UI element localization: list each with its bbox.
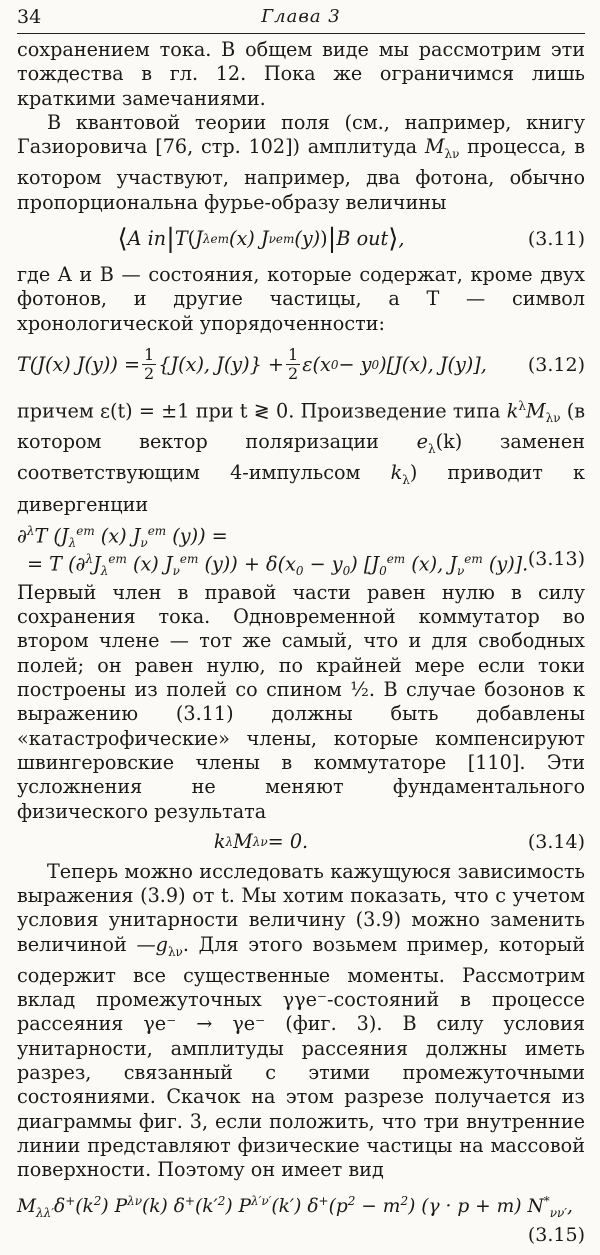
- paragraph-6: Теперь можно исследовать кажущуюся зависимость выражения (3.9) от t. Мы хотим показать, что с учетом условия унитарности величину (3.9) можно заменить величиной $—g_{\lambda\nu}$. Для этого возьмем пример, который содержит все существенные моменты. Рассмотрим вклад промежуточных γγe⁻-состояний в процессе рассеяния γe⁻ → γe⁻ (фиг. 3). В силу условия унитарности, амплитуды рассеяния должны иметь разрез, связанный с этими промежуточными состояниями. Скачок на этом разрезе получается из диаграммы фиг. 3, если положить, что три внутренние линии представляют физические частицы на массовой поверхности. Поэтому он имеет вид: [17, 859, 585, 1182]
- equation-3-11-number: (3.11): [527, 227, 585, 250]
- page-header: [17, 6, 585, 32]
- equation-3-15: [17, 1183, 585, 1255]
- equation-3-12-number: (3.12): [527, 353, 585, 376]
- paragraph-4: причем ε(t) = ±1 при t ≷ 0. Произведение типа $k^\lambda M_{\lambda\nu}$ (в котором вектор поляризации $e_\lambda(k)$ заменен соответствующим 4-импульсом $k_\lambda$) приводит к дивергенции: [17, 398, 586, 516]
- paragraph-5: Первый член в правой части равен нулю в силу сохранения тока. Одновременной коммутатор во втором члене — тот же самый, что и для свободных полей; он равен нулю, по крайней мере если токи построены из полей со спином ½. В случае бозонов к выражению (3.11) должны быть добавлены «катастрофические» члены, которые компенсируют швингеровские члены в коммутаторе [110]. Эти усложнения не меняют фундаментального физического результата: [17, 580, 585, 823]
- equation-3-11: [17, 215, 585, 263]
- paragraph-2: В квантовой теории поля (см., например, книгу Газиоровича [76, стр. 102]) амплитуда $M_{\lambda\nu}$ процесса, в котором участвуют, например, два фотона, обычно пропорциональна фурье-образу величины: [17, 110, 585, 214]
- equation-3-12-formula: T(J(x) J(y)) = $\frac{1}{2}$ {J(x), J(y)} + $\frac{1}{2}$ ε(x 0 − y 0 )[J(x), J(y)],: [17, 345, 487, 384]
- equation-3-12: [17, 336, 585, 394]
- page-number: 34: [17, 6, 42, 28]
- equation-3-11-formula: ⟨ A in | T ( J λ em (x) J ν em (y) ) | B out ⟩ ,: [117, 223, 405, 254]
- equation-3-15-number: (3.15): [527, 1223, 585, 1246]
- equation-3-13-line-2: = T ($\partial^\lambda J_\lambda^{em}$ (x) $J_\nu^{em}$ $(y)) + \delta(x_0 - y_0)$ [$J_0^{em}$ (x), $J_\nu^{em}$ (y)].: [27, 551, 529, 579]
- equation-3-14-number: (3.14): [527, 830, 585, 853]
- paragraph-1: сохранением тока. В общем виде мы рассмотрим эти тождества в гл. 12. Пока же ограничимся лишь краткими замечаниями.: [17, 38, 585, 110]
- equation-3-14-formula: k λ M λν = 0.: [213, 829, 309, 853]
- paragraph-3: где A и B — состояния, которые содержат, кроме двух фотонов, и другие частицы, а T — символ хронологической упорядоченности:: [17, 262, 585, 335]
- page-body: [17, 38, 585, 1255]
- equation-3-13-line-1: ∂$^\lambda$T ($J_\lambda^{em}$ (x) $J_\nu^{em}$ (y)) =: [17, 523, 228, 551]
- running-title: Глава 3: [261, 6, 341, 27]
- equation-3-14: [17, 824, 585, 860]
- equation-3-13-number: (3.13): [527, 547, 585, 570]
- header-rule: [17, 33, 585, 34]
- equation-3-13: [17, 517, 585, 581]
- page: [17, 0, 586, 1246]
- equation-3-15-formula: $M_{\lambda\lambda'}\delta^+(k^2)$ $P^{\lambda\nu}(k)$ $\delta^+(k'^2)$ $P^{\lambda'\nu'}(k') \delta^+(p^2 - m^2) (\gamma \cdot p + m)$ $N^*_{\nu\nu'}$,: [17, 1193, 573, 1220]
